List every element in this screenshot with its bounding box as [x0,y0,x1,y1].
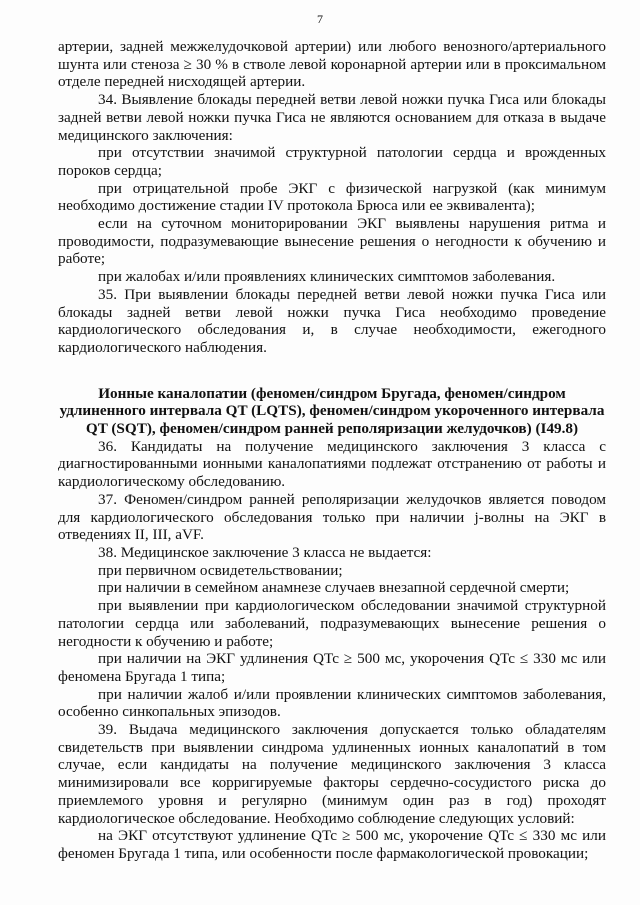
page-content [58,38,606,863]
list-item-ecg-qtc: при наличии на ЭКГ удлинения QTc ≥ 500 мс, укорочения QTc ≤ 330 мс или феномена Бругада 1 типа; [58,650,606,685]
section-heading-line: QT (SQT), феномен/синдром ранней реполяризации желудочков) (I49.8) [85,420,579,438]
paragraph-36: 36. Кандидаты на получение медицинского заключения 3 класса с диагностированными ионными каналопатиями подлежат отстранению от работы и кардиологическому обследованию. [58,437,606,491]
list-item-first-exam: при первичном освидетельствовании; [98,561,343,579]
list-item-family-history: при наличии в семейном анамнезе случаев внезапной сердечной смерти; [98,579,570,597]
list-item-complaints: при жалобах и/или проявлениях клинических симптомов заболевания. [98,268,556,286]
section-heading-line: удлиненного интервала QT (LQTS), феномен/синдром укороченного интервала [59,402,605,420]
list-item-syncope: при наличии жалоб и/или проявлении клинических симптомов заболевания, особенно синкопальных эпизодов. [58,685,606,721]
paragraph-39: 39. Выдача медицинского заключения допускается только обладателям свидетельств при выявлении синдрома удлиненных ионных каналопатий в том случае, если кандидаты на получение медицинского заключения 3 класса минимизировали все корригируемые факторы сердечно-сосудистого риска до приемлемого уровня и регулярно (минимум один раз в год) проходят кардиологическое обследование. Необходимо соблюдение следующих условий: [58,721,606,827]
list-item-structural-findings: при выявлении при кардиологическом обследовании значимой структурной патологии сердца или заболеваний, подразумевающих вынесение решения о негодности к обучению и работе; [58,597,606,650]
section-heading-line: Ионные каналопатии (феномен/синдром Бругада, феномен/синдром [98,384,566,402]
paragraph-35: 35. При выявлении блокады передней ветви левой ножки пучка Гиса или блокады задней ветви левой ножки пучка Гиса необходимо проведение кардиологического обследования и, в случае необходимости, ежегодного кардиологического наблюдения. [58,285,606,356]
paragraph-34: 34. Выявление блокады передней ветви левой ножки пучка Гиса или блокады задней ветви левой ножки пучка Гиса не являются основанием для отказа в выдаче медицинского заключения: [58,91,606,144]
paragraph-37: 37. Феномен/синдром ранней реполяризации желудочков является поводом для кардиологического обследования только при наличии j-волны на ЭКГ в отведениях II, III, aVF. [58,490,606,544]
paragraph-38: 38. Медицинское заключение 3 класса не выдается: [98,543,432,561]
list-item-ecg-conditions: на ЭКГ отсутствуют удлинение QTc ≥ 500 мс, укорочение QTc ≤ 330 мс или феномен Бругада 1 типа, или особенности после фармакологической провокации; [58,827,606,862]
section-heading [58,385,606,438]
list-item-structural-pathology: при отсутствии значимой структурной патологии сердца и врожденных пороков сердца; [58,144,606,179]
list-item-stress-test: при отрицательной пробе ЭКГ с физической нагрузкой (как минимум необходимо достижение стадии IV протокола Брюса или ее эквивалента); [58,179,606,215]
page-number: 7 [317,12,323,26]
paragraph-continuation: артерии, задней межжелудочковой артерии) или любого венозного/артериального шунта или стеноза ≥ 30 % в стволе левой коронарной артерии или в проксимальном отделе передней нисходящей артерии. [58,38,606,91]
list-item-holter-monitoring: если на суточном мониторировании ЭКГ выявлены нарушения ритма и проводимости, подразумевающие вынесение решения о негодности к обучению и работе; [58,215,606,268]
